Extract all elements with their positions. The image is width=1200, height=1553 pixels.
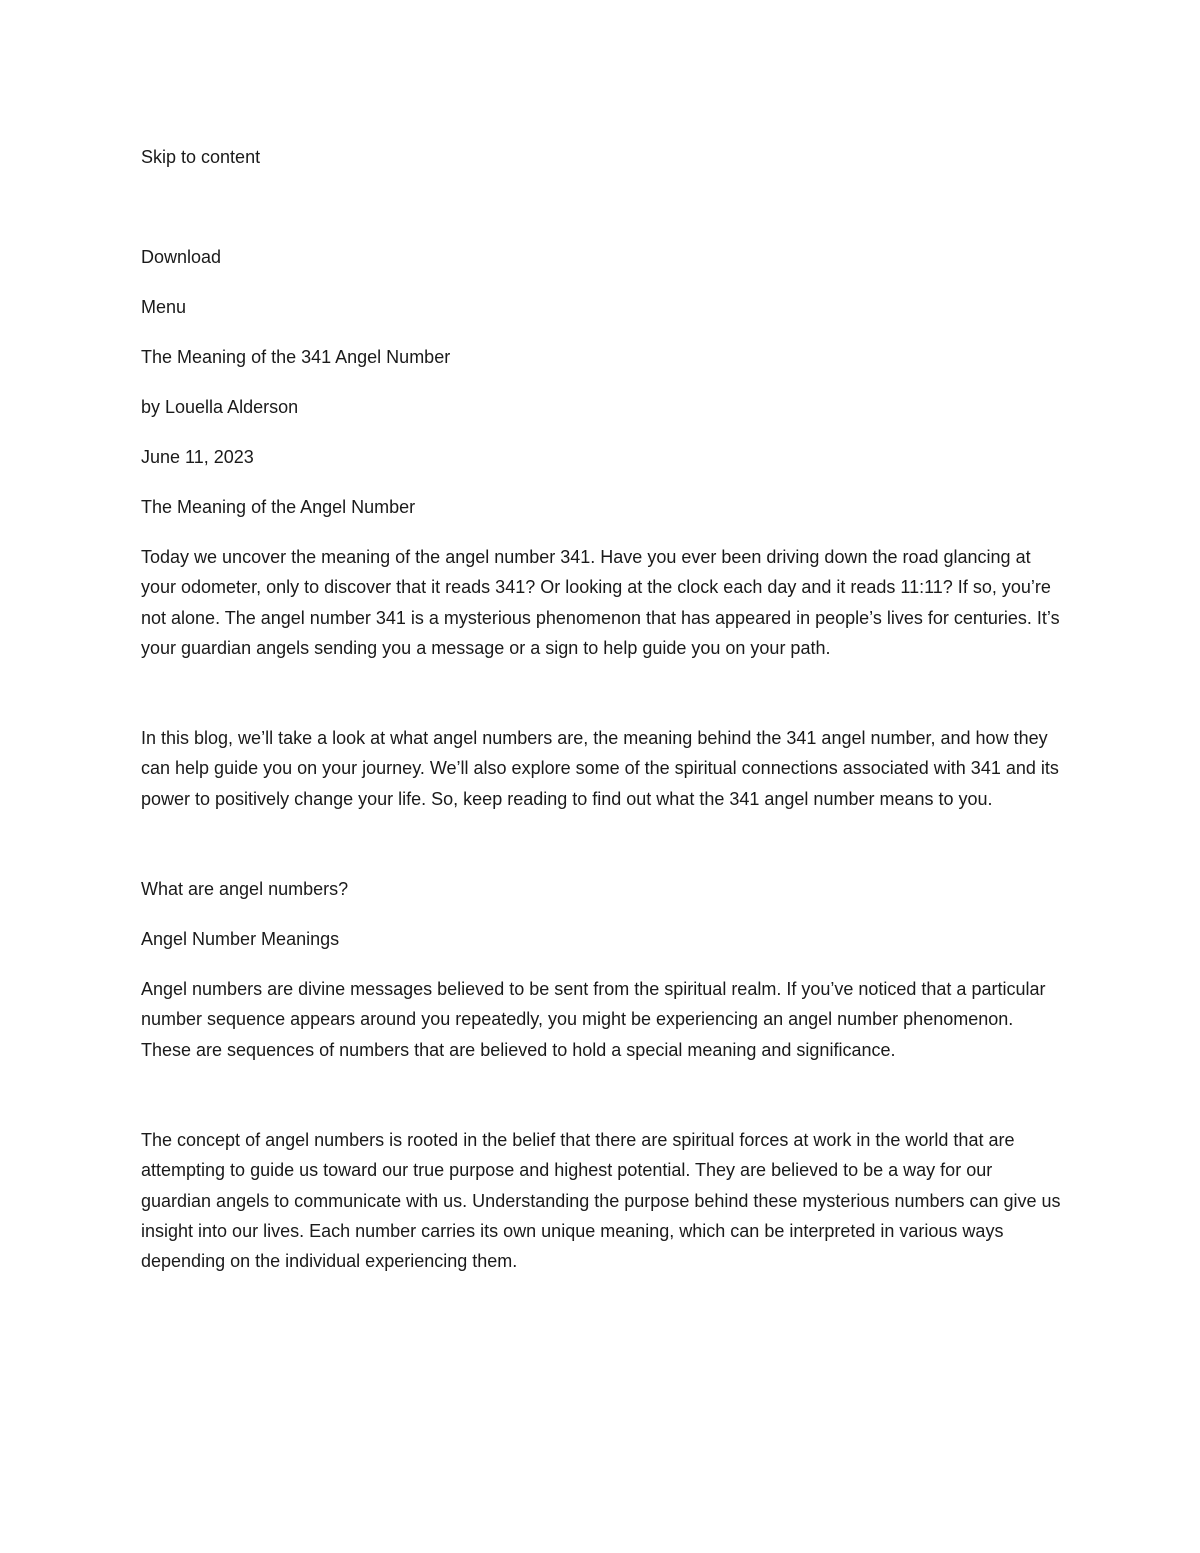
article-byline: by Louella Alderson bbox=[141, 397, 299, 417]
spacer bbox=[141, 322, 1066, 342]
spacer bbox=[141, 372, 1066, 392]
spacer bbox=[141, 904, 1066, 924]
question-heading: What are angel numbers? bbox=[141, 879, 349, 900]
intro-paragraph-2: In this blog, we’ll take a look at what angel numbers are, the meaning behind the 341 angel number, and how they can help guide you on your journey. We’ll also explore some of the spiritual connections associated with 341 and its power to positively change your life. So, keep reading to find out what the 341 angel number means to you. bbox=[141, 728, 1059, 809]
document-page bbox=[141, 142, 1066, 1276]
article-date: June 11, 2023 bbox=[141, 447, 254, 467]
article-title: The Meaning of the 341 Angel Number bbox=[141, 347, 451, 367]
spacer bbox=[141, 954, 1066, 974]
body-paragraph-2: The concept of angel numbers is rooted in the belief that there are spiritual forces at work in the world that are attempting to guide us toward our true purpose and highest potential. They are believed to be a way for our guardian angels to communicate with us. Understanding the purpose behind these mysterious numbers can give us insight into our lives. Each number carries its own unique meaning, which can be interpreted in various ways depending on the individual experiencing them. bbox=[141, 1129, 1061, 1272]
spacer bbox=[141, 472, 1066, 492]
menu-link[interactable]: Menu bbox=[141, 297, 187, 317]
spacer bbox=[141, 814, 1066, 874]
spacer bbox=[141, 422, 1066, 442]
spacer bbox=[141, 272, 1066, 292]
subheading: Angel Number Meanings bbox=[141, 929, 340, 950]
intro-paragraph-1: Today we uncover the meaning of the angel number 341. Have you ever been driving down the road glancing at your odometer, only to discover that it reads 341? Or looking at the clock each day and it reads 11:11? If so, you’re not alone. The angel number 341 is a mysterious phenomenon that has appeared in people’s lives for centuries. It’s your guardian angels sending you a message or a sign to help guide you on your path. bbox=[141, 547, 1060, 658]
body-paragraph-1: Angel numbers are divine messages believed to be sent from the spiritual realm. If you’ve noticed that a particular number sequence appears around you repeatedly, you might be experiencing an angel number phenomenon. These are sequences of numbers that are believed to hold a special meaning and significance. bbox=[141, 979, 1046, 1060]
spacer bbox=[141, 522, 1066, 542]
section-heading: The Meaning of the Angel Number bbox=[141, 497, 416, 517]
download-link[interactable]: Download bbox=[141, 247, 222, 267]
skip-to-content-link[interactable]: Skip to content bbox=[141, 147, 261, 167]
spacer bbox=[141, 663, 1066, 723]
spacer bbox=[141, 172, 1066, 242]
spacer bbox=[141, 1065, 1066, 1125]
